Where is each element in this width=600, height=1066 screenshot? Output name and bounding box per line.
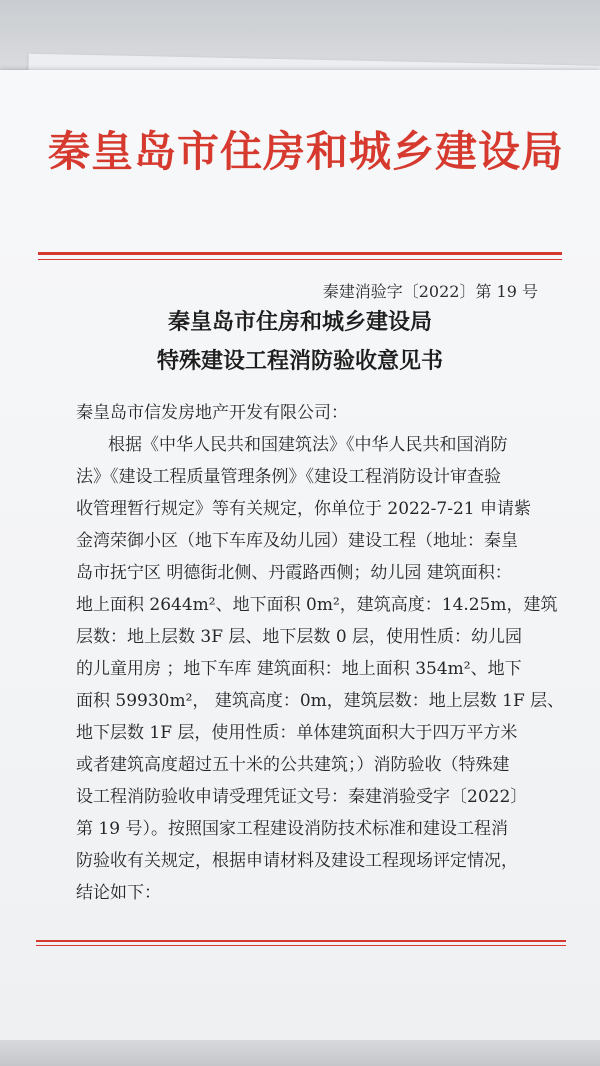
- body-line: 第 19 号）。按照国家工程建设消防技术标准和建设工程消: [76, 819, 508, 839]
- letterhead-title: 秦皇岛市住房和城乡建设局: [47, 127, 564, 176]
- document-title-line-1: 秦皇岛市住房和城乡建设局: [167, 309, 432, 335]
- body-line: 法》《建设工程质量管理条例》《建设工程消防设计审查验: [76, 467, 501, 487]
- addressee: 秦皇岛市信发房地产开发有限公司：: [76, 403, 348, 423]
- body-line: 或者建筑高度超过五十米的公共建筑；）消防验收（特殊建: [76, 755, 510, 775]
- body-line: 的儿童用房 ；地下车库 建筑面积：地上面积 354m²、地下: [76, 659, 522, 679]
- body-line: 金湾荣御小区（地下车库及幼儿园）建设工程（地址：秦皇: [76, 531, 518, 551]
- letterhead-rule-thick: [38, 252, 562, 255]
- document-title-line-2: 特殊建设工程消防验收意见书: [156, 348, 443, 374]
- body-line: 防验收有关规定，根据申请材料及建设工程现场评定情况，: [76, 851, 518, 871]
- document-number: 秦建消验字〔2022〕第 19 号: [322, 282, 538, 301]
- body-line: 收管理暂行规定》等有关规定，你单位于 2022-7-21 申请紫: [76, 499, 532, 519]
- footer-rule-thick: [36, 940, 566, 942]
- body-line: 结论如下：: [76, 883, 161, 903]
- body-line: 面积 59930m²， 建筑高度：0m，建筑层数：地上层数 1F 层、: [76, 691, 565, 711]
- page-bottom-edge: [0, 1040, 600, 1066]
- footer-rule-thin: [36, 945, 566, 946]
- body-line: 岛市抚宁区 明德街北侧、丹霞路西侧；幼儿园 建筑面积：: [76, 563, 512, 583]
- body-line: 设工程消防验收申请受理凭证文号：秦建消验受字〔2022〕: [76, 787, 528, 807]
- body-line: 根据《中华人民共和国建筑法》《中华人民共和国消防: [108, 435, 508, 455]
- body-line: 地下层数 1F 层，使用性质：单体建筑面积大于四万平方米: [76, 723, 518, 743]
- body-line: 地上面积 2644m²、地下面积 0m²，建筑高度：14.25m，建筑: [76, 595, 558, 615]
- letterhead-rule-thin: [38, 259, 562, 260]
- body-line: 层数：地上层数 3F 层、地下层数 0 层，使用性质：幼儿园: [76, 627, 523, 647]
